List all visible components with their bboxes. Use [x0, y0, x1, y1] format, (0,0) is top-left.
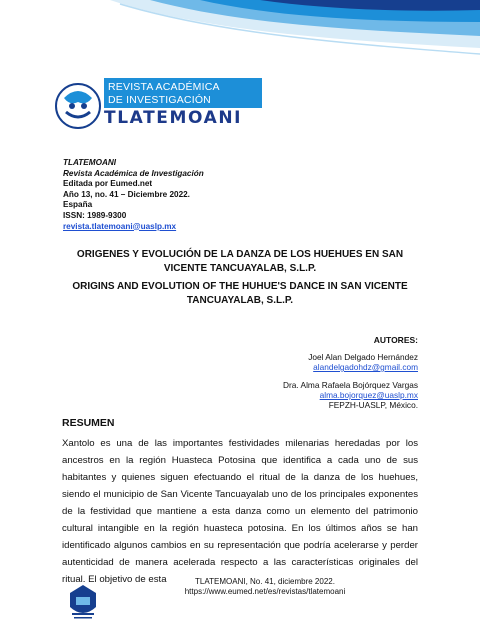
issn: ISSN: 1989-9300: [63, 210, 127, 220]
author-name: Dra. Alma Rafaela Bojórquez Vargas: [283, 380, 418, 390]
header-wave-graphic: [0, 0, 480, 70]
author-email-link[interactable]: alma.bojorquez@uaslp.mx: [319, 390, 418, 400]
university-crest-icon: [66, 583, 100, 621]
author-name: Joel Alan Delgado Hernández: [308, 352, 418, 362]
resumen-body: Xantolo es una de las importantes festividades milenarias heredadas por los ancestros en la región Huasteca Potosina que identifica a cada uno de sus habitantes y quienes siguen efectuando el ritual de la danza de los huehues, siendo el municipio de San Vicente Tancuayalab uno de los principales exponentes de la festividad que mantiene a esta danza como un elemento del patrimonio cultural intangible en la región huasteca potosina. En los últimos años se han identificado algunos cambios en su representación que podría acelerarse y perder autenticidad de manera acelerada respecto a las características originales del ritual. El objetivo de esta: [62, 438, 418, 585]
issue-info: Año 13, no. 41 – Diciembre 2022.: [63, 189, 190, 199]
logo-line-1: REVISTA ACADÉMICA: [108, 81, 220, 93]
country: España: [63, 200, 93, 210]
footer-url: https://www.eumed.net/es/revistas/tlatemoani: [184, 587, 346, 596]
footer-line-1: TLATEMOANI, No. 41, diciembre 2022.: [195, 577, 335, 586]
glyph-emblem-icon: [50, 78, 106, 134]
author-affiliation: FEPZH-UASLP, México.: [328, 400, 418, 410]
title-spanish: ORIGENES Y EVOLUCIÓN DE LA DANZA DE LOS HUEHUES EN SAN VICENTE TANCUAYALAB, S.L.P.: [76, 249, 404, 274]
journal-name: TLATEMOANI: [63, 158, 117, 167]
author-1: [308, 352, 418, 372]
publisher: Editada por Eumed.net: [63, 179, 153, 189]
journal-logo: [50, 78, 250, 134]
logo-title: TLATEMOANI: [104, 108, 243, 128]
logo-line-2: DE INVESTIGACIÓN: [108, 94, 211, 106]
journal-subtitle: Revista Académica de Investigación: [63, 168, 204, 178]
journal-meta: [63, 158, 204, 232]
author-email-link[interactable]: alandelgadohdz@gmail.com: [313, 362, 418, 372]
footer: [150, 577, 380, 597]
authors-label: AUTORES:: [373, 335, 418, 345]
resumen-heading: RESUMEN: [62, 417, 115, 429]
journal-email-link[interactable]: revista.tlatemoani@uaslp.mx: [63, 221, 177, 231]
author-2: [283, 380, 418, 410]
title-english: ORIGINS AND EVOLUTION OF THE HUHUE'S DANCE IN SAN VICENTE TANCUAYALAB, S.L.P.: [72, 281, 408, 306]
